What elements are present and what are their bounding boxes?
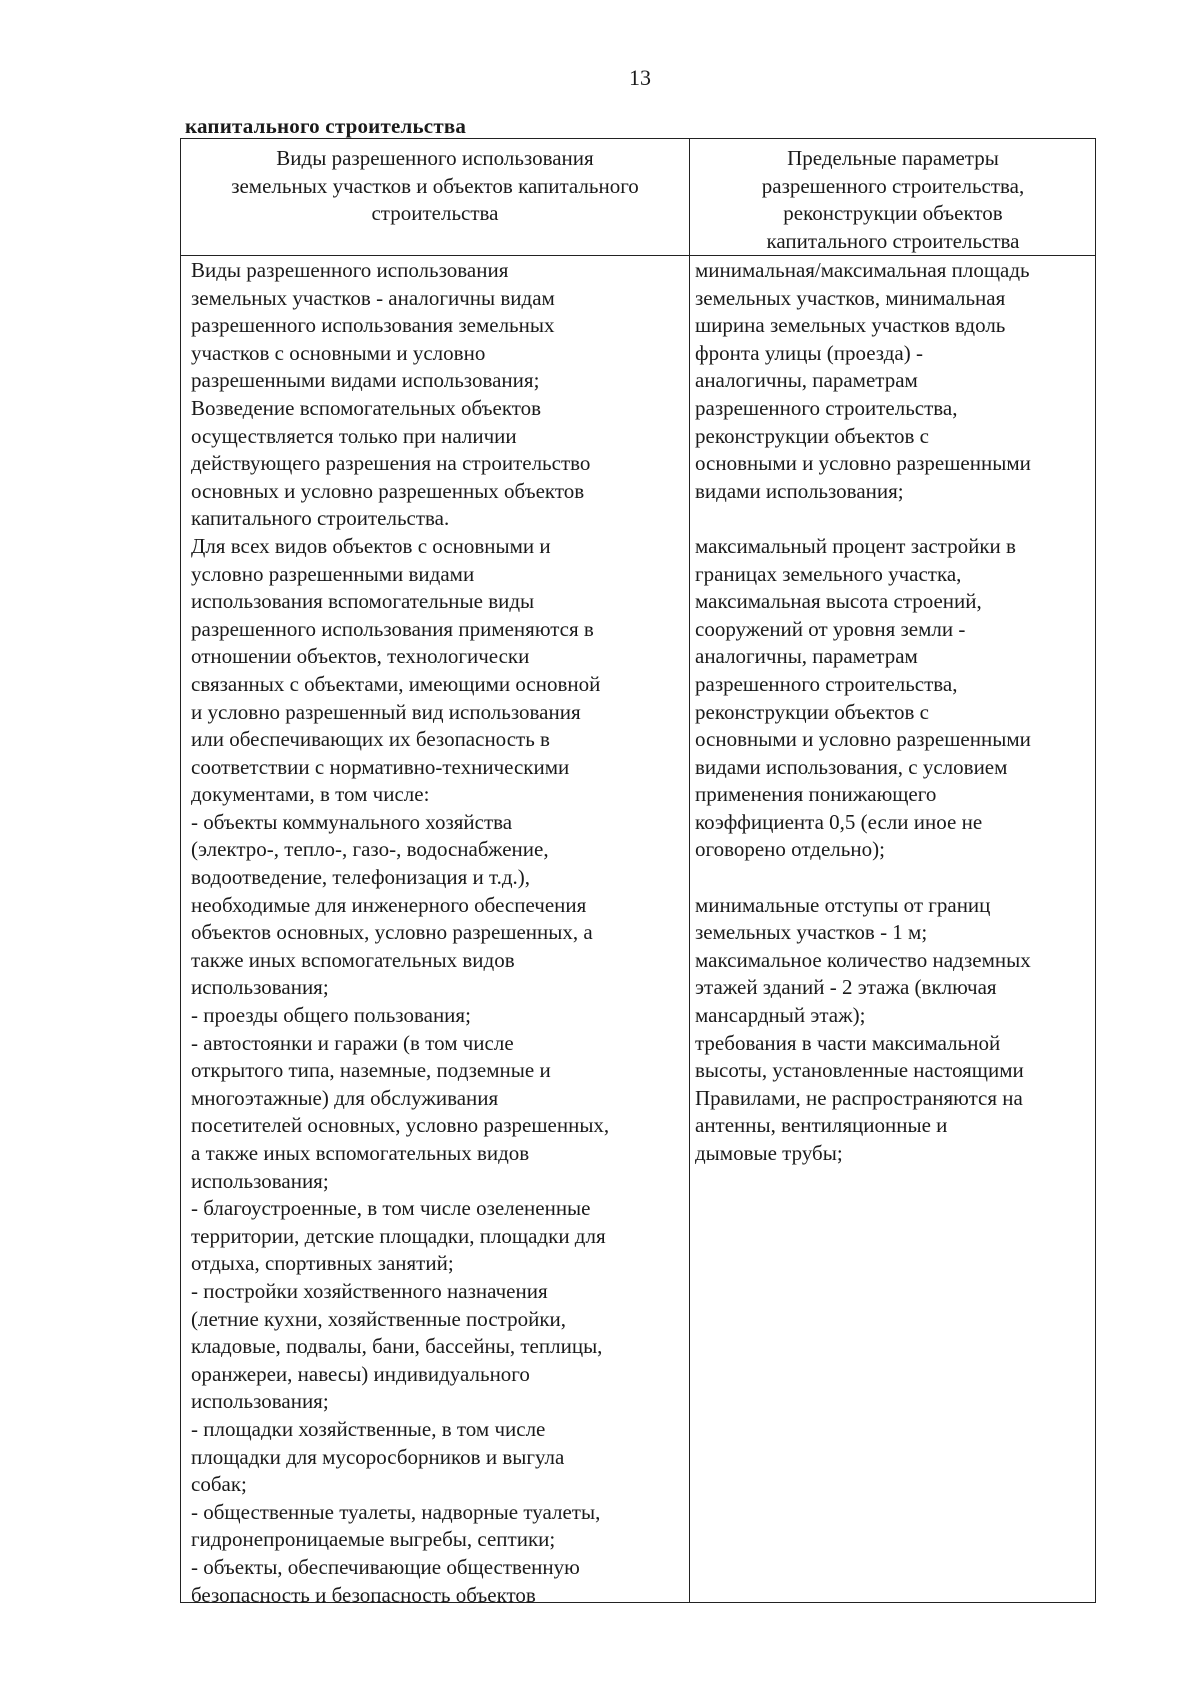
permitted-use-text-line: использования; xyxy=(191,975,329,1000)
parameter-text-line xyxy=(695,864,1095,892)
permitted-use-text-line: кладовые, подвалы, бани, бассейны, теплицы, xyxy=(191,1334,603,1359)
permitted-use-text-line: собак; xyxy=(191,1472,247,1497)
permitted-use-text-line: - благоустроенные, в том числе озелененные xyxy=(191,1196,591,1221)
permitted-use-text-line: земельных участков - аналогичны видам xyxy=(191,285,555,310)
permitted-use-text-line: гидронепроницаемые выгребы, септики; xyxy=(191,1527,556,1552)
permitted-use-text-line: посетителей основных, условно разрешенных, xyxy=(191,1113,610,1138)
permitted-use-text-line: - автостоянки и гаражи (в том числе xyxy=(191,1030,514,1055)
parameter-text-line: дымовые трубы; xyxy=(695,1141,843,1165)
permitted-use-text-line: необходимые для инженерного обеспечения xyxy=(191,892,587,917)
permitted-use-text-line: документами, в том числе: xyxy=(191,782,430,807)
parameter-text-line: мансардный этаж); xyxy=(695,1003,866,1028)
parameter-text-line: реконструкции объектов с xyxy=(695,423,929,448)
permitted-use-text-line: водоотведение, телефонизация и т.д.), xyxy=(191,865,531,890)
permitted-use-text-line: разрешенного использования земельных xyxy=(191,313,555,338)
permitted-use-text-line: - объекты, обеспечивающие общественную xyxy=(191,1554,580,1579)
permitted-use-text-line: территории, детские площадки, площадки для xyxy=(191,1223,606,1248)
permitted-use-text-line: отдыха, спортивных занятий; xyxy=(191,1251,454,1276)
permitted-use-text-line: (электро-, тепло-, газо-, водоснабжение, xyxy=(191,837,549,862)
permitted-use-text-line: использования; xyxy=(191,1389,329,1414)
permitted-use-text-line: участков с основными и условно xyxy=(191,340,486,365)
parameter-text-line: сооружений от уровня земли - xyxy=(695,616,966,641)
permitted-use-text-line: Виды разрешенного использования xyxy=(191,258,509,282)
permitted-use-text-line: основных и условно разрешенных объектов xyxy=(191,478,585,503)
permitted-use-text-line: - площадки хозяйственные, в том числе xyxy=(191,1416,546,1441)
permitted-use-text-line: разрешенными видами использования; xyxy=(191,368,540,393)
permitted-use-text-line: связанных с объектами, имеющими основной xyxy=(191,671,601,696)
parameter-text-line: земельных участков, минимальная xyxy=(695,285,1006,310)
parameter-text-line: разрешенного строительства, xyxy=(695,671,958,696)
permitted-use-text-line: оранжереи, навесы) индивидуального xyxy=(191,1361,530,1386)
permitted-use-text-line: использования; xyxy=(191,1168,329,1193)
permitted-use-text-line: условно разрешенными видами xyxy=(191,561,475,586)
parameter-text-line: минимальная/максимальная площадь xyxy=(695,258,1030,282)
parameter-text-line: реконструкции объектов с xyxy=(695,699,929,724)
permitted-use-text-line: безопасность и безопасность объектов xyxy=(191,1582,536,1607)
permitted-use-text-line: площадки для мусоросборников и выгула xyxy=(191,1444,565,1469)
permitted-use-text-line: действующего разрешения на строительство xyxy=(191,451,591,476)
parameter-text-line: фронта улицы (проезда) - xyxy=(695,340,923,365)
permitted-use-text-line: или обеспечивающих их безопасность в xyxy=(191,727,550,752)
permitted-use-text-line: также иных вспомогательных видов xyxy=(191,947,515,972)
parameter-text-line: требования в части максимальной xyxy=(695,1030,1001,1055)
parameter-text-line: оговорено отдельно); xyxy=(695,837,885,862)
parameter-text-line: максимальный процент застройки в xyxy=(695,533,1016,558)
permitted-use-text-line: - проезды общего пользования; xyxy=(191,1003,471,1028)
permitted-use-text-line: а также иных вспомогательных видов xyxy=(191,1141,530,1165)
parameter-text-line: границах земельного участка, xyxy=(695,561,962,586)
parameter-text-line: коэффициента 0,5 (если иное не xyxy=(695,809,983,834)
permitted-use-text-line: объектов основных, условно разрешенных, а xyxy=(191,920,593,945)
permitted-use-text-line: Возведение вспомогательных объектов xyxy=(191,395,542,420)
permitted-use-text-line: открытого типа, наземные, подземные и xyxy=(191,1058,551,1083)
parameter-text-line: земельных участков - 1 м; xyxy=(695,920,928,945)
parameter-text-line: видами использования, с условием xyxy=(695,754,1008,779)
parameter-text-line: Правилами, не распространяются на xyxy=(695,1085,1023,1110)
permitted-use-text-line: разрешенного использования применяются в xyxy=(191,616,594,641)
permitted-use-text-line: отношении объектов, технологически xyxy=(191,644,530,669)
parameter-text-line: видами использования; xyxy=(695,478,904,503)
permitted-use-text-line: (летние кухни, хозяйственные постройки, xyxy=(191,1306,567,1331)
parameter-text-line: ширина земельных участков вдоль xyxy=(695,313,1006,338)
header-cell-permitted-uses: Виды разрешенного использования земельных участков и объектов капитального строительства xyxy=(231,146,639,226)
permitted-use-text-line: - объекты коммунального хозяйства xyxy=(191,809,513,834)
column-divider xyxy=(689,139,690,1602)
parameter-text-line: аналогичны, параметрам xyxy=(695,368,918,393)
parameter-text-line: антенны, вентиляционные и xyxy=(695,1113,948,1138)
parameter-text-line xyxy=(695,505,1095,533)
parameter-text-line: этажей зданий - 2 этажа (включая xyxy=(695,975,997,1000)
parameter-text-line: основными и условно разрешенными xyxy=(695,451,1031,476)
parameter-text-line: основными и условно разрешенными xyxy=(695,727,1031,752)
header-cell-limit-parameters: Предельные параметры разрешенного строительства, реконструкции объектов капитального строительства xyxy=(761,146,1025,253)
permitted-use-text-line: и условно разрешенный вид использования xyxy=(191,699,581,724)
parameter-text-line: минимальные отступы от границ xyxy=(695,892,991,917)
parameter-text-line: применения понижающего xyxy=(695,782,937,807)
parameter-text-line: максимальная высота строений, xyxy=(695,589,982,614)
permitted-use-text-line: - общественные туалеты, надворные туалеты, xyxy=(191,1499,601,1524)
body-cell-permitted-uses xyxy=(191,257,685,1609)
parameter-text-line: аналогичны, параметрам xyxy=(695,644,918,669)
permitted-use-text-line: многоэтажные) для обслуживания xyxy=(191,1085,499,1110)
permitted-use-text-line: - постройки хозяйственного назначения xyxy=(191,1278,548,1303)
permitted-use-text-line: Для всех видов объектов с основными и xyxy=(191,533,551,558)
parameter-text-line: высоты, установленные настоящими xyxy=(695,1058,1024,1083)
page-number: 13 xyxy=(629,65,651,90)
parameter-text-line: максимальное количество надземных xyxy=(695,947,1031,972)
permitted-use-text-line: использования вспомогательные виды xyxy=(191,589,535,614)
regulations-table xyxy=(180,138,1096,1607)
permitted-use-text-line: осуществляется только при наличии xyxy=(191,423,517,448)
parameter-text-line: разрешенного строительства, xyxy=(695,395,958,420)
permitted-use-text-line: соответствии с нормативно-техническими xyxy=(191,754,570,779)
section-heading: капитального строительства xyxy=(185,114,467,138)
body-cell-limit-parameters xyxy=(695,257,1095,1168)
permitted-use-text-line: капитального строительства. xyxy=(191,506,450,531)
